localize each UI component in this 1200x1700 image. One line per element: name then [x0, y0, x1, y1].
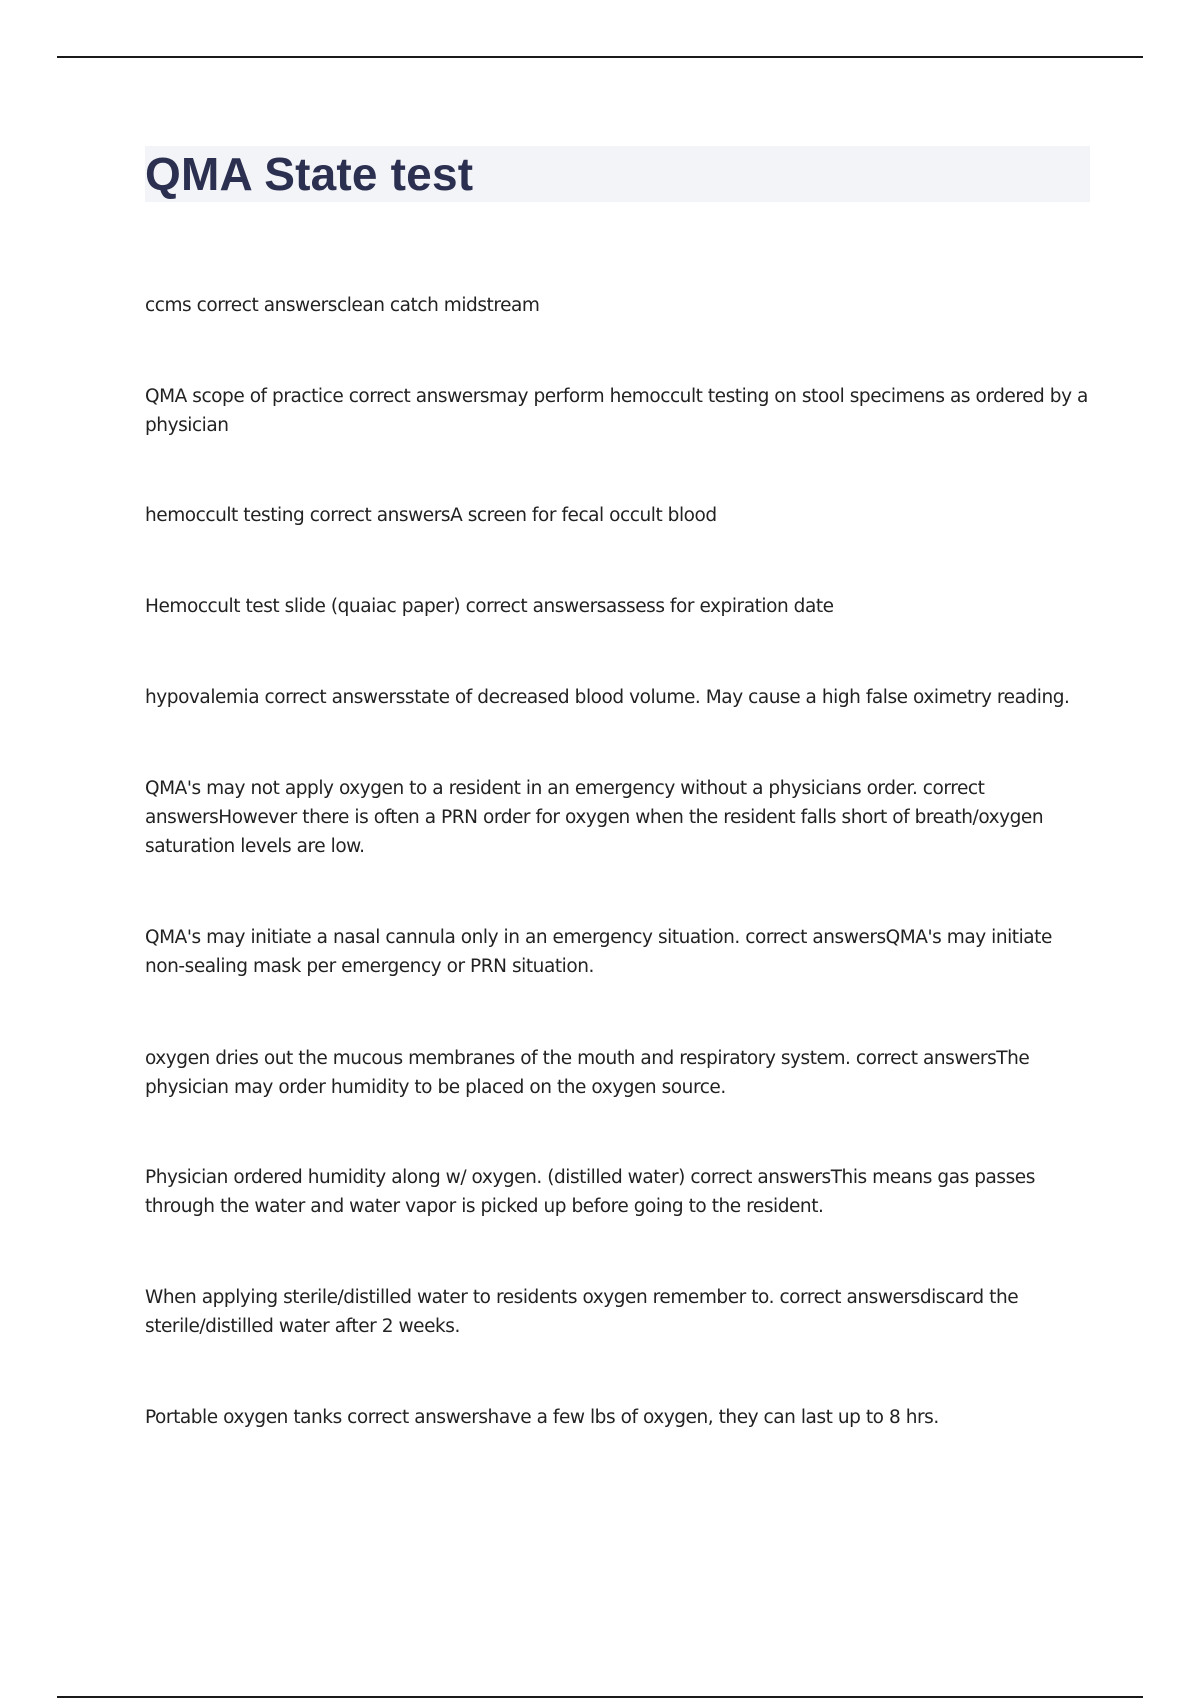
qa-entry: Hemoccult test slide (quaiac paper) correct answersassess for expiration date [145, 596, 834, 617]
qa-entry: When applying sterile/distilled water to residents oxygen remember to. correct answersdiscard the sterile/distilled water after 2 weeks. [145, 1287, 1019, 1337]
qa-entry: Portable oxygen tanks correct answershave a few lbs of oxygen, they can last up to 8 hrs. [145, 1407, 939, 1428]
qa-entry: QMA's may initiate a nasal cannula only in an emergency situation. correct answersQMA's may initiate non-sealing mask per emergency or PRN situation. [145, 927, 1052, 977]
qa-entry: hypovalemia correct answersstate of decreased blood volume. May cause a high false oximetry reading. [145, 687, 1070, 708]
page-title: QMA State test [145, 148, 474, 200]
qa-entry: ccms correct answersclean catch midstream [145, 295, 540, 316]
footer-rule [57, 1696, 1143, 1698]
header-rule [57, 56, 1143, 58]
qa-entry: Physician ordered humidity along w/ oxygen. (distilled water) correct answersThis means gas passes through the water and water vapor is picked up before going to the resident. [145, 1167, 1035, 1217]
qa-entry: QMA scope of practice correct answersmay perform hemoccult testing on stool specimens as ordered by a physician [145, 386, 1088, 436]
qa-entry: hemoccult testing correct answersA screen for fecal occult blood [145, 505, 717, 526]
qa-entry: oxygen dries out the mucous membranes of the mouth and respiratory system. correct answersThe physician may order humidity to be placed on the oxygen source. [145, 1048, 1030, 1098]
qa-entry: QMA's may not apply oxygen to a resident in an emergency without a physicians order. correct answersHowever there is often a PRN order for oxygen when the resident falls short of breath/oxygen saturation levels are low. [145, 778, 1044, 857]
